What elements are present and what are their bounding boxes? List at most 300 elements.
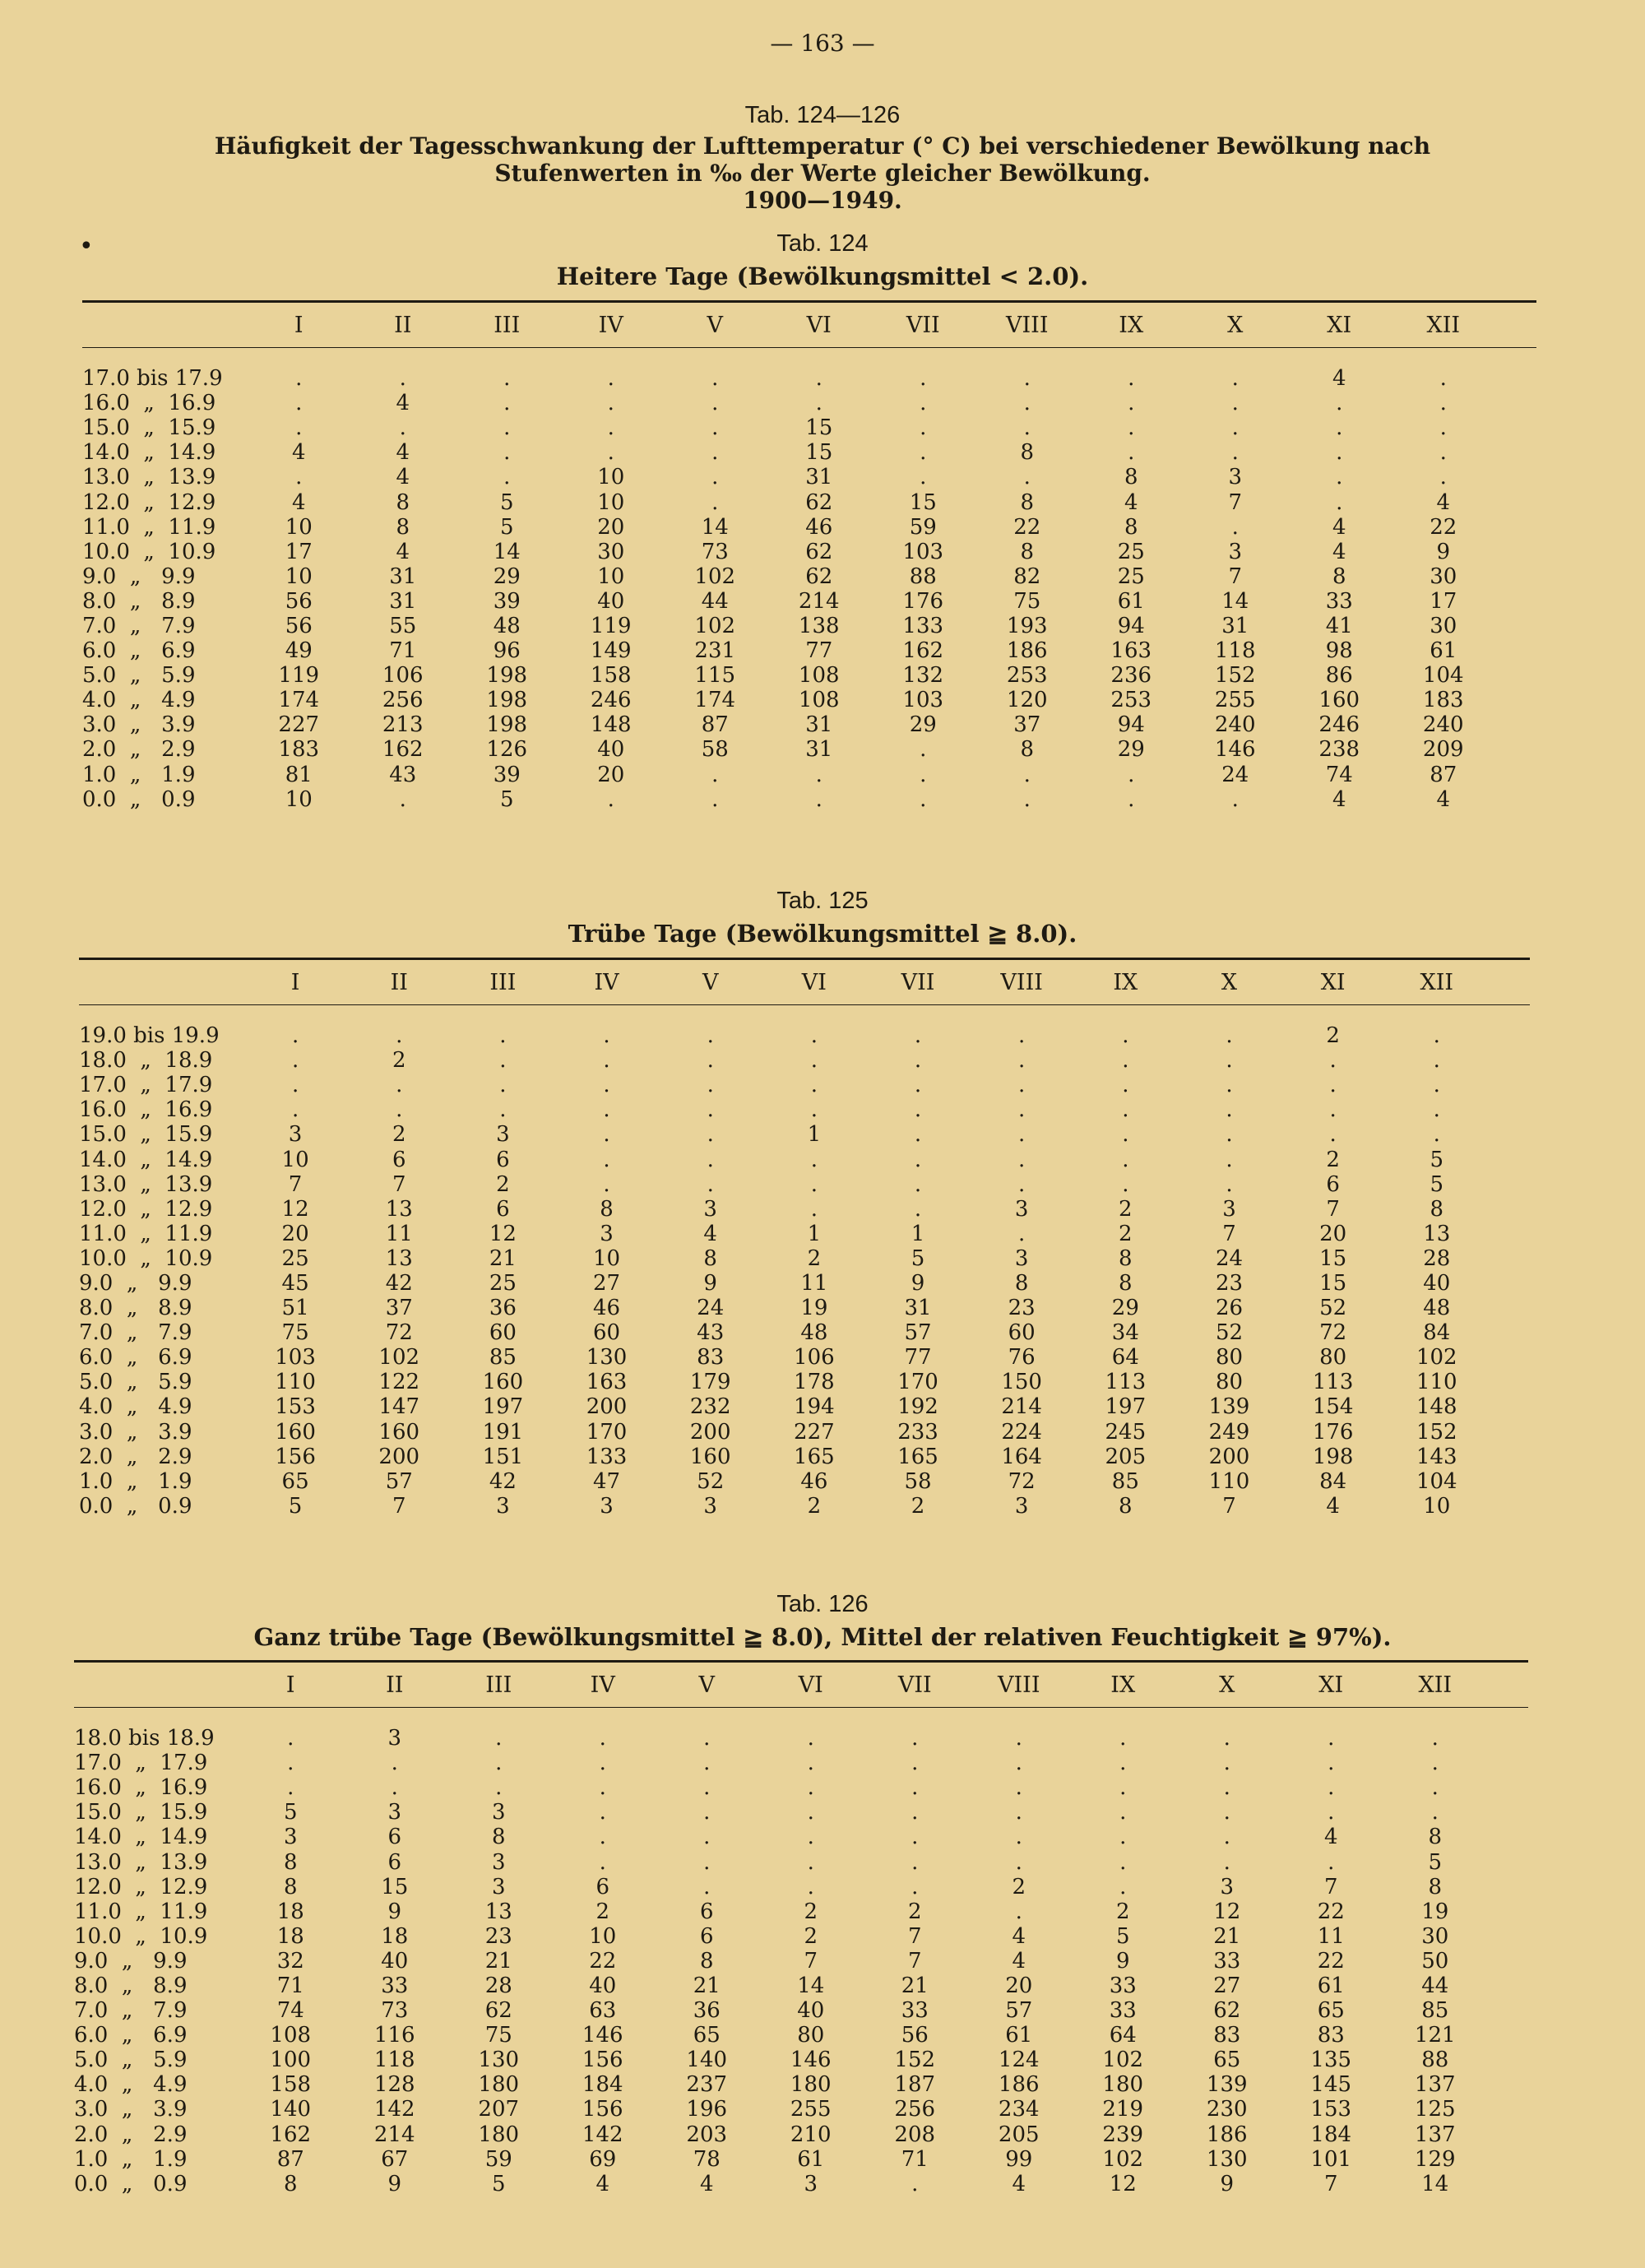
value-cell: . bbox=[1439, 440, 1447, 466]
value-cell: 43 bbox=[697, 1320, 725, 1346]
value-cell: . bbox=[1431, 1751, 1439, 1776]
value-cell: 17 bbox=[1430, 588, 1457, 614]
value-cell: 26 bbox=[1215, 1296, 1244, 1321]
value-cell: 165 bbox=[897, 1444, 938, 1469]
range-label: 16.0 „ 16.9 bbox=[82, 391, 216, 416]
spacer-cell bbox=[1495, 489, 1536, 514]
value-cell: 61 bbox=[1430, 638, 1457, 664]
value-cell: 227 bbox=[278, 712, 320, 738]
value-cell: 2 bbox=[907, 1899, 922, 1924]
value-cell: . bbox=[703, 1775, 711, 1801]
value-cell: 255 bbox=[1214, 688, 1256, 713]
value-cell: 10 bbox=[589, 1923, 617, 1949]
value-cell: 142 bbox=[373, 2097, 415, 2122]
value-cell: 31 bbox=[805, 737, 833, 763]
table-row bbox=[74, 1924, 1528, 1949]
spacer-cell bbox=[1487, 2048, 1528, 2072]
value-cell: 44 bbox=[1421, 1973, 1449, 1998]
value-cell: 4 bbox=[396, 465, 410, 490]
value-cell: 5 bbox=[499, 514, 514, 540]
value-cell: 34 bbox=[1111, 1320, 1139, 1346]
range-label: 3.0 „ 3.9 bbox=[82, 712, 196, 738]
value-cell: 187 bbox=[894, 2072, 936, 2098]
month-header: XII bbox=[1383, 1662, 1488, 1708]
table-row bbox=[82, 688, 1536, 712]
spacer-cell bbox=[1489, 1420, 1530, 1445]
value-cell: . bbox=[1015, 1800, 1022, 1825]
value-cell: 15 bbox=[805, 440, 833, 466]
value-cell: 124 bbox=[998, 2048, 1040, 2073]
value-cell: 116 bbox=[373, 2023, 415, 2048]
table-row bbox=[79, 1320, 1530, 1345]
value-cell: . bbox=[807, 1874, 814, 1899]
month-header: X bbox=[1175, 1662, 1280, 1708]
value-cell: 160 bbox=[482, 1370, 524, 1395]
value-cell: . bbox=[703, 1849, 711, 1875]
value-cell: 102 bbox=[694, 564, 736, 589]
value-cell: . bbox=[1328, 1726, 1335, 1751]
month-header: VI bbox=[759, 1662, 864, 1708]
spacer-cell bbox=[1489, 1494, 1530, 1519]
value-cell: 20 bbox=[281, 1221, 309, 1246]
month-header: X bbox=[1184, 302, 1288, 348]
value-cell: 65 bbox=[1317, 1998, 1345, 2024]
spacer-cell bbox=[1495, 688, 1536, 712]
value-cell: . bbox=[914, 1122, 922, 1148]
value-cell: 160 bbox=[378, 1419, 420, 1445]
spacer-cell bbox=[1489, 1222, 1530, 1246]
value-cell: 59 bbox=[909, 514, 937, 540]
value-cell: 6 bbox=[1326, 1171, 1340, 1197]
main-title-line2: Stufenwerten in ‰ der Werte gleicher Bewölkung. bbox=[494, 160, 1151, 187]
value-cell: . bbox=[396, 1097, 403, 1123]
value-cell: . bbox=[599, 1751, 606, 1776]
value-cell: 30 bbox=[597, 539, 625, 564]
spacer-cell bbox=[1495, 465, 1536, 489]
value-cell: 32 bbox=[276, 1948, 304, 1973]
month-header: IV bbox=[559, 302, 664, 348]
spacer-cell bbox=[1487, 2122, 1528, 2147]
value-cell: 18 bbox=[381, 1923, 409, 1949]
value-cell: 45 bbox=[281, 1270, 309, 1296]
value-cell: 10 bbox=[597, 465, 625, 490]
value-cell: . bbox=[1119, 1825, 1127, 1850]
spacer-cell bbox=[1487, 1875, 1528, 1899]
value-cell: . bbox=[1336, 489, 1343, 515]
value-cell: 146 bbox=[582, 2023, 623, 2048]
value-cell: 6 bbox=[496, 1147, 510, 1172]
value-cell: 2 bbox=[392, 1122, 406, 1148]
value-cell: 102 bbox=[694, 613, 736, 638]
spacer-cell bbox=[1495, 564, 1536, 589]
table-row bbox=[82, 638, 1536, 663]
range-label: 15.0 „ 15.9 bbox=[82, 415, 216, 441]
value-cell: . bbox=[1018, 1147, 1026, 1172]
value-cell: 18 bbox=[276, 1899, 304, 1924]
value-cell: 8 bbox=[1119, 1493, 1133, 1519]
spacer-cell bbox=[1495, 712, 1536, 737]
table-row bbox=[82, 540, 1536, 564]
value-cell: . bbox=[911, 1849, 919, 1875]
tab-125-title: Trübe Tage (Bewölkungsmittel ≧ 8.0). bbox=[568, 920, 1077, 948]
value-cell: 8 bbox=[1428, 1874, 1443, 1899]
month-header: VII bbox=[866, 959, 970, 1005]
value-cell: 1 bbox=[807, 1221, 822, 1246]
value-cell: . bbox=[920, 786, 927, 812]
value-cell: 110 bbox=[1208, 1468, 1250, 1494]
table-row bbox=[79, 1370, 1530, 1394]
value-cell: 118 bbox=[373, 2048, 415, 2073]
value-cell: 85 bbox=[489, 1345, 517, 1371]
value-cell: . bbox=[1018, 1122, 1026, 1148]
table-row bbox=[79, 1445, 1530, 1469]
range-label: 17.0 „ 17.9 bbox=[79, 1073, 213, 1098]
value-cell: 72 bbox=[385, 1320, 413, 1346]
value-cell: . bbox=[711, 440, 719, 466]
value-cell: 71 bbox=[901, 2146, 929, 2172]
value-cell: 59 bbox=[484, 2146, 512, 2172]
value-cell: 4 bbox=[396, 539, 410, 564]
value-cell: 41 bbox=[1325, 613, 1353, 638]
value-cell: 40 bbox=[381, 1948, 409, 1973]
value-cell: 200 bbox=[1208, 1444, 1250, 1469]
value-cell: 7 bbox=[1326, 1196, 1340, 1222]
value-cell: . bbox=[914, 1073, 922, 1098]
month-header: VIII bbox=[967, 1662, 1072, 1708]
range-header-cell bbox=[82, 302, 247, 348]
value-cell: . bbox=[499, 1048, 507, 1074]
table-row bbox=[74, 2122, 1528, 2147]
value-cell: 18 bbox=[276, 1923, 304, 1949]
value-cell: . bbox=[1226, 1048, 1233, 1074]
value-cell: 48 bbox=[1423, 1296, 1451, 1321]
value-cell: 9 bbox=[1220, 2171, 1235, 2196]
value-cell: 62 bbox=[805, 489, 833, 515]
value-cell: 200 bbox=[586, 1394, 628, 1420]
value-cell: . bbox=[914, 1171, 922, 1197]
value-cell: 176 bbox=[902, 588, 944, 614]
value-cell: . bbox=[810, 1023, 818, 1049]
value-cell: . bbox=[495, 1726, 503, 1751]
value-cell: . bbox=[1328, 1751, 1335, 1776]
table-row bbox=[79, 1222, 1530, 1246]
value-cell: 148 bbox=[1416, 1394, 1457, 1420]
value-cell: . bbox=[1433, 1023, 1440, 1049]
value-cell: 37 bbox=[385, 1296, 413, 1321]
value-cell: 31 bbox=[904, 1296, 932, 1321]
value-cell: 9 bbox=[387, 1899, 402, 1924]
value-cell: . bbox=[607, 440, 614, 466]
table-row bbox=[74, 1708, 1528, 1751]
value-cell: . bbox=[914, 1097, 922, 1123]
value-cell: . bbox=[1023, 786, 1031, 812]
value-cell: . bbox=[1023, 391, 1031, 416]
value-cell: 15 bbox=[1319, 1245, 1347, 1271]
value-cell: . bbox=[1431, 1800, 1439, 1825]
spacer-header-cell bbox=[1487, 1662, 1528, 1708]
value-cell: 65 bbox=[693, 2023, 721, 2048]
value-cell: . bbox=[1122, 1171, 1129, 1197]
value-cell: 31 bbox=[805, 465, 833, 490]
value-cell: 234 bbox=[998, 2097, 1040, 2122]
month-header: II bbox=[351, 302, 456, 348]
value-cell: 72 bbox=[1319, 1320, 1347, 1346]
value-cell: . bbox=[1439, 366, 1447, 392]
value-cell: 113 bbox=[1105, 1370, 1147, 1395]
value-cell: 208 bbox=[894, 2122, 936, 2147]
value-cell: 237 bbox=[686, 2072, 728, 2098]
value-cell: 65 bbox=[281, 1468, 309, 1494]
value-cell: 138 bbox=[798, 613, 840, 638]
value-cell: . bbox=[1433, 1048, 1440, 1074]
value-cell: . bbox=[810, 1196, 818, 1222]
value-cell: 3 bbox=[1222, 1196, 1236, 1222]
value-cell: . bbox=[599, 1775, 606, 1801]
value-cell: 180 bbox=[1102, 2072, 1144, 2098]
value-cell: 154 bbox=[1312, 1394, 1354, 1420]
value-cell: . bbox=[911, 1726, 919, 1751]
value-cell: 33 bbox=[1109, 1973, 1137, 1998]
value-cell: 65 bbox=[1213, 2048, 1241, 2073]
spacer-cell bbox=[1495, 763, 1536, 787]
value-cell: 6 bbox=[387, 1849, 402, 1875]
value-cell: 148 bbox=[590, 712, 632, 738]
value-cell: 6 bbox=[496, 1196, 510, 1222]
value-cell: . bbox=[599, 1849, 606, 1875]
value-cell: 191 bbox=[482, 1419, 524, 1445]
value-cell: . bbox=[291, 1048, 299, 1074]
value-cell: 4 bbox=[1332, 786, 1346, 812]
month-header: I bbox=[243, 959, 347, 1005]
value-cell: 30 bbox=[1430, 613, 1457, 638]
range-label: 2.0 „ 2.9 bbox=[82, 737, 196, 763]
value-cell: 47 bbox=[593, 1468, 621, 1494]
table-row bbox=[74, 1875, 1528, 1899]
value-cell: 3 bbox=[1220, 1874, 1235, 1899]
range-label: 11.0 „ 11.9 bbox=[79, 1221, 213, 1246]
month-header: VI bbox=[762, 959, 866, 1005]
spacer-cell bbox=[1487, 1800, 1528, 1825]
value-cell: 198 bbox=[486, 663, 528, 689]
value-cell: . bbox=[1122, 1048, 1129, 1074]
table-row bbox=[79, 1122, 1530, 1147]
month-header: II bbox=[343, 1662, 447, 1708]
value-cell: 103 bbox=[902, 688, 944, 713]
value-cell: 33 bbox=[1325, 588, 1353, 614]
table-row bbox=[79, 1296, 1530, 1320]
value-cell: . bbox=[603, 1048, 610, 1074]
value-cell: 23 bbox=[484, 1923, 512, 1949]
value-cell: 73 bbox=[381, 1998, 409, 2024]
value-cell: 233 bbox=[897, 1419, 938, 1445]
value-cell: . bbox=[1023, 762, 1031, 787]
value-cell: . bbox=[1336, 440, 1343, 466]
value-cell: . bbox=[399, 786, 406, 812]
value-cell: . bbox=[1231, 391, 1239, 416]
value-cell: 4 bbox=[595, 2171, 610, 2196]
value-cell: 7 bbox=[392, 1171, 406, 1197]
value-cell: 132 bbox=[902, 663, 944, 689]
value-cell: 2 bbox=[496, 1171, 510, 1197]
value-cell: 22 bbox=[1430, 514, 1457, 540]
value-cell: 75 bbox=[484, 2023, 512, 2048]
value-cell: 22 bbox=[1317, 1899, 1345, 1924]
value-cell: 15 bbox=[805, 415, 833, 441]
value-cell: . bbox=[1439, 391, 1447, 416]
value-cell: 2 bbox=[807, 1493, 822, 1519]
spacer-cell bbox=[1495, 614, 1536, 638]
value-cell: 8 bbox=[396, 514, 410, 540]
value-cell: 5 bbox=[283, 1800, 298, 1825]
value-cell: 20 bbox=[597, 514, 625, 540]
value-cell: 119 bbox=[590, 613, 632, 638]
value-cell: 180 bbox=[478, 2122, 520, 2147]
value-cell: 28 bbox=[484, 1973, 512, 1998]
value-cell: 213 bbox=[382, 712, 424, 738]
value-cell: 240 bbox=[1422, 712, 1464, 738]
value-cell: . bbox=[399, 415, 406, 441]
value-cell: . bbox=[703, 1825, 711, 1850]
value-cell: . bbox=[703, 1751, 711, 1776]
value-cell: 6 bbox=[699, 1923, 714, 1949]
value-cell: 29 bbox=[1111, 1296, 1139, 1321]
value-cell: . bbox=[1231, 514, 1239, 540]
table-row bbox=[74, 2097, 1528, 2122]
value-cell: 115 bbox=[694, 663, 736, 689]
range-label: 16.0 „ 16.9 bbox=[74, 1775, 208, 1801]
month-header: III bbox=[447, 1662, 551, 1708]
value-cell: 12 bbox=[1213, 1899, 1241, 1924]
value-cell: 52 bbox=[1319, 1296, 1347, 1321]
value-cell: . bbox=[711, 786, 719, 812]
value-cell: 203 bbox=[686, 2122, 728, 2147]
spacer-cell bbox=[1487, 2172, 1528, 2196]
value-cell: 49 bbox=[285, 638, 313, 664]
value-cell: 14 bbox=[797, 1973, 825, 1998]
value-cell: 2 bbox=[1326, 1023, 1340, 1049]
value-cell: 56 bbox=[901, 2023, 929, 2048]
value-cell: 11 bbox=[800, 1270, 828, 1296]
value-cell: 42 bbox=[489, 1468, 517, 1494]
value-cell: 160 bbox=[1318, 688, 1360, 713]
value-cell: . bbox=[920, 737, 927, 763]
value-cell: 39 bbox=[493, 762, 521, 787]
page-number: — 163 — bbox=[770, 30, 875, 57]
value-cell: 246 bbox=[590, 688, 632, 713]
value-cell: 1 bbox=[911, 1221, 925, 1246]
value-cell: . bbox=[707, 1171, 714, 1197]
value-cell: 7 bbox=[804, 1948, 818, 1973]
value-cell: 6 bbox=[387, 1825, 402, 1850]
value-cell: 74 bbox=[1325, 762, 1353, 787]
range-label: 10.0 „ 10.9 bbox=[79, 1245, 213, 1271]
value-cell: 3 bbox=[1228, 465, 1243, 490]
value-cell: 198 bbox=[486, 712, 528, 738]
value-cell: 103 bbox=[902, 539, 944, 564]
month-header: XII bbox=[1392, 302, 1496, 348]
month-header: I bbox=[239, 1662, 343, 1708]
value-cell: . bbox=[1122, 1023, 1129, 1049]
spacer-cell bbox=[1487, 1825, 1528, 1849]
range-header-cell bbox=[74, 1662, 239, 1708]
range-label: 17.0 bis 17.9 bbox=[82, 366, 223, 392]
value-cell: 75 bbox=[1013, 588, 1041, 614]
spacer-cell bbox=[1489, 1197, 1530, 1222]
value-cell: . bbox=[499, 1097, 507, 1123]
value-cell: 121 bbox=[1414, 2023, 1456, 2048]
value-cell: 2 bbox=[1119, 1196, 1133, 1222]
table-row bbox=[79, 1345, 1530, 1370]
range-label: 3.0 „ 3.9 bbox=[74, 2097, 188, 2122]
value-cell: 27 bbox=[1213, 1973, 1241, 1998]
value-cell: 27 bbox=[593, 1270, 621, 1296]
spacer-cell bbox=[1489, 1394, 1530, 1419]
value-cell: 88 bbox=[909, 564, 937, 589]
value-cell: 40 bbox=[597, 588, 625, 614]
value-cell: 143 bbox=[1416, 1444, 1457, 1469]
table-row bbox=[82, 515, 1536, 540]
value-cell: 58 bbox=[904, 1468, 932, 1494]
value-cell: . bbox=[911, 2171, 919, 2196]
value-cell: . bbox=[810, 1097, 818, 1123]
value-cell: . bbox=[707, 1073, 714, 1098]
value-cell: 13 bbox=[385, 1245, 413, 1271]
value-cell: 4 bbox=[396, 440, 410, 466]
value-cell: 224 bbox=[1001, 1419, 1042, 1445]
tab-124-table bbox=[82, 300, 1536, 812]
value-cell: 2 bbox=[911, 1493, 925, 1519]
value-cell: 153 bbox=[275, 1394, 316, 1420]
value-cell: 9 bbox=[1436, 539, 1451, 564]
table-row bbox=[82, 712, 1536, 737]
value-cell: 63 bbox=[589, 1998, 617, 2024]
value-cell: 20 bbox=[1319, 1221, 1347, 1246]
value-cell: 85 bbox=[1111, 1468, 1139, 1494]
value-cell: 103 bbox=[275, 1345, 316, 1371]
value-cell: 24 bbox=[697, 1296, 725, 1321]
value-cell: 40 bbox=[589, 1973, 617, 1998]
value-cell: 8 bbox=[1332, 564, 1346, 589]
value-cell: 108 bbox=[798, 663, 840, 689]
value-cell: . bbox=[711, 762, 719, 787]
value-cell: . bbox=[396, 1073, 403, 1098]
value-cell: . bbox=[1231, 366, 1239, 392]
value-cell: 21 bbox=[1213, 1923, 1241, 1949]
value-cell: . bbox=[707, 1048, 714, 1074]
range-label: 13.0 „ 13.9 bbox=[79, 1171, 213, 1197]
value-cell: . bbox=[1336, 391, 1343, 416]
value-cell: . bbox=[291, 1023, 299, 1049]
range-label: 18.0 „ 18.9 bbox=[79, 1048, 213, 1074]
table-row bbox=[74, 2147, 1528, 2172]
value-cell: 8 bbox=[1020, 737, 1035, 763]
value-cell: . bbox=[711, 489, 719, 515]
value-cell: 15 bbox=[381, 1874, 409, 1899]
value-cell: . bbox=[1223, 1726, 1230, 1751]
table-row bbox=[82, 348, 1536, 392]
spacer-cell bbox=[1487, 1751, 1528, 1775]
value-cell: . bbox=[499, 1073, 507, 1098]
value-cell: . bbox=[1015, 1775, 1022, 1801]
value-cell: 9 bbox=[1115, 1948, 1130, 1973]
value-cell: 19 bbox=[1421, 1899, 1449, 1924]
value-cell: . bbox=[1433, 1122, 1440, 1148]
value-cell: . bbox=[711, 465, 719, 490]
value-cell: . bbox=[1226, 1171, 1233, 1197]
value-cell: 152 bbox=[1416, 1419, 1457, 1445]
value-cell: 13 bbox=[484, 1899, 512, 1924]
value-cell: 120 bbox=[1006, 688, 1048, 713]
